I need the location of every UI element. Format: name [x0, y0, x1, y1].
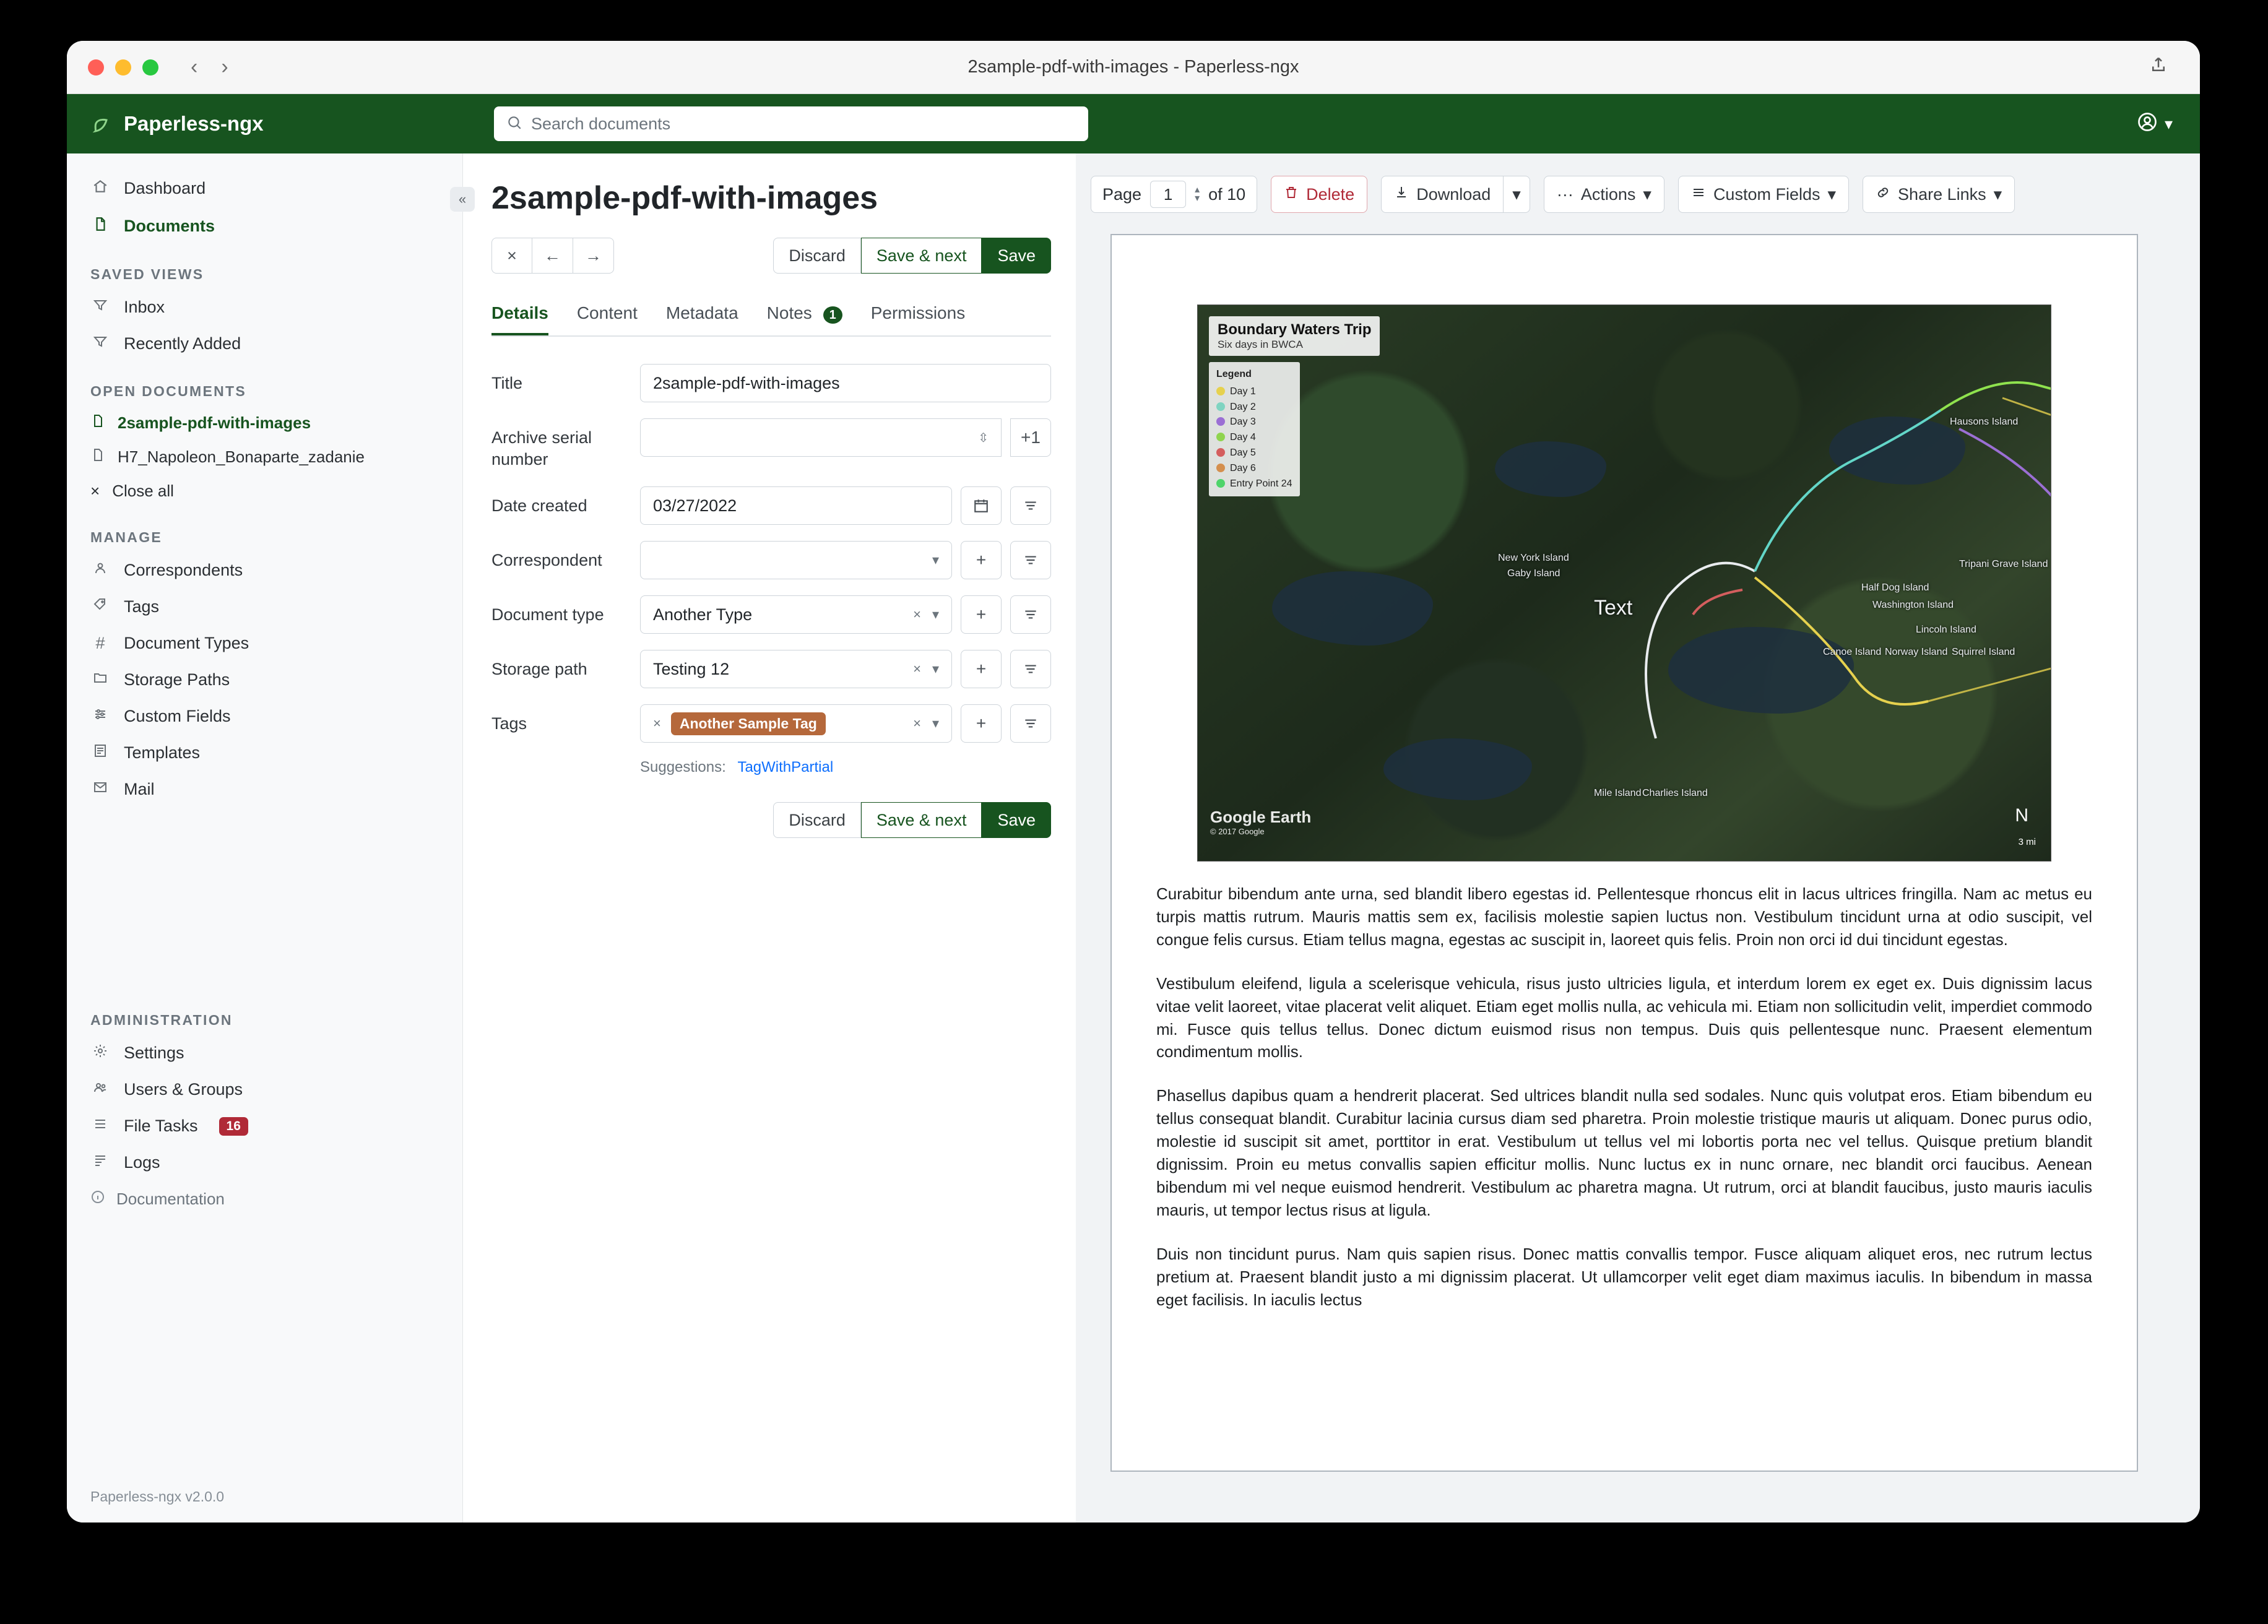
tag-suggestion-link[interactable]: TagWithPartial — [737, 759, 834, 776]
custom-fields-caret: ▾ — [1827, 184, 1837, 204]
app-body — [67, 153, 2200, 1522]
mail-icon — [90, 780, 110, 799]
search-input[interactable] — [494, 106, 1088, 141]
legend-item: Day 3 — [1230, 417, 1256, 428]
map-place-label: Canoe Island — [1823, 647, 1882, 657]
sidebar-item-tags[interactable] — [67, 589, 462, 625]
sidebar-label-users-groups: Users & Groups — [124, 1080, 243, 1099]
share-links-button[interactable] — [1863, 176, 2015, 213]
page-total-label: of 10 — [1208, 184, 1246, 204]
delete-button[interactable] — [1271, 176, 1367, 213]
legend-item: Day 4 — [1230, 432, 1256, 443]
info-icon — [90, 1190, 105, 1209]
field-document-type-label: Document type — [491, 605, 604, 624]
map-place-label: Lincoln Island — [1916, 624, 1976, 635]
map-title-box — [1209, 316, 1380, 356]
logs-icon — [90, 1153, 110, 1172]
calendar-icon[interactable] — [961, 486, 1002, 525]
app-header — [67, 94, 2200, 153]
chevron-down-icon[interactable]: ▾ — [932, 715, 939, 732]
storage-path-filter-icon[interactable] — [1010, 650, 1051, 688]
tab-details[interactable] — [491, 303, 548, 335]
previous-document-button[interactable]: ← — [532, 238, 573, 274]
asn-next-button[interactable]: +1 — [1010, 418, 1051, 457]
user-account-icon — [2136, 111, 2158, 137]
title-input[interactable]: 2sample-pdf-with-images — [640, 364, 1051, 402]
sidebar-collapse-button[interactable]: « — [450, 187, 475, 212]
asn-stepper-icon[interactable]: ⇳ — [978, 431, 989, 445]
sidebar-item-inbox[interactable] — [67, 289, 462, 326]
details-form — [491, 364, 1051, 838]
download-options-caret[interactable]: ▾ — [1504, 176, 1530, 213]
trash-icon — [1284, 185, 1299, 204]
map-place-label: Squirrel Island — [1952, 647, 2015, 657]
sidebar-label-document-types: Document Types — [124, 634, 249, 652]
field-document-type — [491, 595, 1051, 634]
sidebar-section-administration: ADMINISTRATION — [90, 1012, 233, 1028]
page-label: Page — [1102, 184, 1142, 204]
field-asn — [491, 418, 1051, 470]
clear-tags-icon[interactable]: × — [913, 715, 921, 732]
home-icon — [90, 178, 110, 199]
folder-icon — [90, 670, 110, 689]
app-version: Paperless-ngx v2.0.0 — [90, 1488, 225, 1505]
actions-button[interactable] — [1544, 176, 1664, 213]
sidebar-item-logs[interactable] — [67, 1144, 462, 1181]
sidebar-label-documents: Documents — [124, 217, 215, 235]
browser-forward-button[interactable]: › — [221, 55, 228, 79]
sidebar-label-custom-fields: Custom Fields — [124, 707, 231, 725]
map-place-label: Tripani Grave Island — [1959, 559, 2048, 569]
page-spinner-up[interactable]: ▴ — [1195, 184, 1200, 195]
map-attribution — [1210, 808, 1311, 836]
correspondent-filter-icon[interactable] — [1010, 541, 1051, 579]
map-place-label: Washington Island — [1872, 600, 1954, 610]
next-document-button[interactable]: → — [573, 238, 614, 274]
document-paragraph: Duis non tincidunt purus. Nam quis sapien risus. Donec mattis convallis tempor. Fusce aliquam aliquet eros, nec rutrum lectus pretium at. Praesent blandit justo a mi dignissim placerat. Ut ullamcorper velit eget diam maximus iaculis. In bibendum in massa eget facilisis. In iaculis lectus — [1156, 1244, 2092, 1309]
date-filter-icon[interactable] — [1010, 486, 1051, 525]
document-nav-group — [491, 238, 614, 274]
document-type-filter-icon[interactable] — [1010, 595, 1051, 634]
map-place-label: Charlies Island — [1642, 788, 1708, 798]
date-created-input[interactable]: 03/27/2022 — [640, 486, 952, 525]
editor-toolbar — [491, 238, 1051, 274]
chevron-down-icon[interactable]: ▾ — [932, 607, 939, 623]
download-split-button — [1381, 176, 1530, 213]
chevron-down-icon: ▾ — [932, 552, 939, 568]
field-tags-label: Tags — [491, 714, 527, 733]
sidebar-section-open-documents: OPEN DOCUMENTS — [90, 383, 246, 399]
gear-icon — [90, 1043, 110, 1063]
sidebar-label-recently-added: Recently Added — [124, 334, 241, 353]
share-icon[interactable] — [2149, 56, 2168, 79]
sidebar-item-templates[interactable] — [67, 735, 462, 771]
tag-suggestions — [640, 759, 1051, 776]
sidebar-label-logs: Logs — [124, 1153, 160, 1172]
document-preview — [1076, 153, 2200, 1522]
hash-icon: # — [95, 634, 105, 652]
editor-tabs — [491, 303, 1051, 337]
tab-permissions-label: Permissions — [870, 303, 966, 322]
chevron-down-icon[interactable]: ▾ — [932, 661, 939, 677]
sidebar-label-storage-paths: Storage Paths — [124, 670, 230, 689]
add-storage-path-button[interactable]: + — [961, 650, 1002, 688]
documents-icon — [90, 216, 110, 236]
editor-toolbar-bottom — [491, 802, 1051, 838]
download-button-label: Download — [1416, 184, 1491, 204]
sidebar-item-file-tasks[interactable] — [67, 1108, 462, 1144]
tag-suggestions-label: Suggestions: — [640, 759, 726, 776]
file-tasks-badge: 16 — [219, 1117, 248, 1136]
tab-permissions[interactable] — [871, 303, 965, 335]
user-menu-caret: ▾ — [2164, 114, 2173, 133]
sidebar-item-documentation[interactable] — [67, 1181, 462, 1217]
map-title: Boundary Waters Trip — [1218, 321, 1372, 338]
map-attribution-sub: © 2017 Google — [1210, 827, 1265, 836]
sidebar-label-settings: Settings — [124, 1043, 184, 1062]
discard-button-top[interactable]: Discard — [773, 238, 861, 274]
actions-button-label: Actions — [1580, 184, 1636, 204]
legend-item: Entry Point 24 — [1230, 478, 1292, 489]
field-correspondent — [491, 541, 1051, 579]
sidebar-item-documents[interactable] — [67, 207, 462, 245]
field-asn-label: Archive serial number — [491, 428, 592, 469]
field-title — [491, 364, 1051, 402]
map-legend — [1209, 362, 1300, 496]
window-titlebar — [67, 41, 2200, 94]
sidebar-item-recently-added[interactable] — [67, 326, 462, 362]
custom-fields-button-label: Custom Fields — [1713, 184, 1820, 204]
page-selector[interactable] — [1091, 176, 1257, 213]
sidebar-item-settings[interactable] — [67, 1035, 462, 1071]
map-place-label: Half Dog Island — [1861, 582, 1929, 593]
document-image-map — [1197, 304, 2051, 862]
sidebar-close-all[interactable] — [67, 474, 462, 508]
field-storage-path — [491, 650, 1051, 688]
dots-icon: ··· — [1556, 184, 1573, 204]
paperless-logo-icon — [92, 113, 114, 135]
sidebar-label-templates: Templates — [124, 743, 201, 762]
tab-metadata[interactable] — [666, 303, 738, 335]
filter-icon — [90, 298, 110, 317]
window-title: 2sample-pdf-with-images - Paperless-ngx — [967, 57, 1299, 77]
browser-back-button[interactable]: ‹ — [191, 55, 198, 79]
file-icon — [90, 413, 105, 433]
add-document-type-button[interactable]: + — [961, 595, 1002, 634]
clear-document-type-icon[interactable]: × — [913, 607, 921, 623]
template-icon — [90, 743, 110, 762]
tab-content[interactable] — [577, 303, 638, 335]
asn-input[interactable] — [640, 418, 1002, 457]
save-and-next-button-bottom[interactable]: Save & next — [861, 802, 982, 838]
save-button-bottom[interactable]: Save — [982, 802, 1051, 838]
field-tags — [491, 704, 1051, 743]
tags-filter-icon[interactable] — [1010, 704, 1051, 743]
storage-path-select[interactable] — [640, 650, 952, 688]
sidebar-close-all-label: Close all — [112, 482, 174, 500]
search-icon — [506, 114, 522, 134]
tab-details-label: Details — [491, 303, 548, 322]
save-and-next-button-top[interactable]: Save & next — [861, 238, 982, 274]
sidebar-open-doc-2[interactable] — [67, 440, 462, 474]
save-group-bottom — [773, 802, 1051, 838]
sidebar-item-users-groups[interactable] — [67, 1071, 462, 1108]
sidebar-open-doc-2-label: H7_Napoleon_Bonaparte_zadanie — [118, 447, 365, 466]
compass-icon: N — [2015, 805, 2028, 826]
sidebar-open-doc-1[interactable] — [67, 406, 462, 440]
tab-content-label: Content — [576, 303, 638, 322]
sidebar-section-saved-views: SAVED VIEWS — [90, 266, 204, 282]
document-paragraph: Vestibulum eleifend, ligula a scelerisque vehicula, risus justo ultricies ligula, et interdum lorem ex eget ex. Duis dignissim lacus vitae velit laoreet, vitae placerat velit aliquet. Etiam eget mollis nulla, ac vehicula mi. Etiam non sollicitudin velit, imperdiet commodo mi. Fusce quis tellus tellus. Donec dictum euismod risus non tempus. Duis quis pellentesque nunc. Praesent elementum condimentum mollis. — [1156, 974, 2092, 1061]
document-editor — [463, 153, 1076, 1522]
filter-icon — [90, 334, 110, 353]
sidebar-label-file-tasks: File Tasks — [124, 1116, 198, 1135]
custom-fields-button[interactable] — [1678, 176, 1849, 213]
users-icon — [90, 1080, 110, 1099]
brand[interactable] — [92, 112, 264, 136]
sidebar-section-manage: MANAGE — [90, 529, 163, 545]
app-window — [67, 41, 2200, 1522]
field-storage-path-label: Storage path — [491, 660, 587, 679]
map-attribution-text: Google Earth — [1210, 808, 1312, 826]
actions-caret: ▾ — [1643, 184, 1651, 204]
field-date-created-label: Date created — [491, 496, 587, 516]
tab-metadata-label: Metadata — [665, 303, 738, 322]
map-center-text: Text — [1594, 596, 1633, 620]
map-place-label: Hausons Island — [1950, 417, 2019, 427]
share-links-button-label: Share Links — [1898, 184, 1986, 204]
sidebar-item-mail[interactable] — [67, 771, 462, 808]
map-legend-title: Legend — [1216, 369, 1252, 379]
sidebar-label-dashboard: Dashboard — [124, 179, 206, 197]
notes-count-badge: 1 — [823, 306, 842, 324]
field-date-created — [491, 486, 1051, 525]
document-type-select[interactable] — [640, 595, 952, 634]
link-icon — [1876, 185, 1890, 204]
sidebar-label-tags: Tags — [124, 597, 160, 616]
discard-button-bottom[interactable]: Discard — [773, 802, 861, 838]
brand-name: Paperless-ngx — [124, 112, 264, 135]
list-icon — [90, 1116, 110, 1136]
clear-all-tags-icon[interactable]: × — [653, 715, 661, 732]
legend-item: Day 6 — [1230, 462, 1256, 473]
sidebar-item-storage-paths[interactable] — [67, 662, 462, 698]
download-button[interactable] — [1381, 176, 1504, 213]
storage-path-value: Testing 12 — [653, 659, 730, 678]
person-icon — [90, 561, 110, 580]
close-document-button[interactable]: × — [491, 238, 532, 274]
close-icon: × — [90, 482, 100, 500]
download-icon — [1394, 185, 1409, 204]
map-subtitle: Six days in BWCA — [1218, 339, 1303, 350]
tab-notes[interactable] — [767, 303, 842, 335]
add-correspondent-button[interactable]: + — [961, 541, 1002, 579]
legend-item: Day 2 — [1230, 401, 1256, 412]
map-place-label: New York Island — [1498, 553, 1569, 563]
document-paragraph: Curabitur bibendum ante urna, sed blandit libero egestas id. Pellentesque rhoncus elit in lacus ultrices fringilla. Nam ac metus eu turpis mattis rutrum. Mauris mattis sem ex, facilisis molestie sapien luctus non. Vestibulum tincidunt urna at odio suscipit, vel congue felis cursus. Etiam tellus magna, egestas ac suscipit in, laoreet quis felis. Proin non orci id dui tincidunt egestas. — [1156, 884, 2092, 949]
field-correspondent-label: Correspondent — [491, 551, 602, 570]
file-icon — [90, 447, 105, 467]
legend-item: Day 5 — [1230, 447, 1256, 458]
delete-button-label: Delete — [1306, 184, 1355, 204]
sidebar-item-correspondents[interactable] — [67, 552, 462, 589]
tag-chip[interactable]: Another Sample Tag — [671, 712, 826, 735]
page-number-input[interactable]: 1 — [1150, 181, 1186, 208]
pdf-page[interactable] — [1110, 234, 2138, 1472]
preview-toolbar — [1076, 153, 2200, 213]
sidebar-label-correspondents: Correspondents — [124, 561, 243, 579]
map-place-label: Norway Island — [1885, 647, 1948, 657]
save-button-top[interactable]: Save — [982, 238, 1051, 274]
map-scale: 3 mi — [2018, 837, 2036, 847]
sidebar-item-custom-fields[interactable] — [67, 698, 462, 735]
sliders-icon — [1691, 185, 1706, 204]
field-title-label: Title — [491, 374, 523, 392]
document-type-value: Another Type — [653, 605, 753, 624]
clear-storage-path-icon[interactable]: × — [913, 661, 921, 677]
page-spinner-down[interactable]: ▾ — [1195, 193, 1200, 204]
page-title: 2sample-pdf-with-images — [491, 180, 878, 216]
sidebar-label-inbox: Inbox — [124, 298, 165, 316]
document-paragraph: Phasellus dapibus quam a hendrerit placerat. Sed ultrices blandit nulla sed sodales. Nunc quis volutpat eros. Etiam bibendum eu tellus consequat blandit. Curabitur lacinia cursus diam sed pharetra. Proin molestie tristique mauris ut aliquam. Donec purus odio, molestie id suscipit sit amet, porttitor in erat. Vestibulum ut tellus vel mi lobortis porta nec vel tellus. Quisque pretium blandit dignissim. Proin eu metus convallis sapien efficitur mollis. Nunc luctus ex in nunc ornare, nec blandit orci faucibus. Aenean bibendum mi vel neque euismod hendrerit. Vestibulum ac pharetra magna. Ut rutrum, orci at blandit faucibus, justo mauris iaculis mauris, ut tempor lectus risus at ligula. — [1156, 1086, 2092, 1219]
sidebar-label-mail: Mail — [124, 780, 155, 798]
share-links-caret: ▾ — [1993, 184, 2002, 204]
sliders-icon — [90, 707, 110, 726]
save-group-top — [773, 238, 1051, 274]
tags-select[interactable] — [640, 704, 952, 743]
sidebar-item-document-types[interactable] — [67, 625, 462, 662]
map-place-label: Gaby Island — [1507, 568, 1560, 579]
user-menu[interactable] — [2136, 111, 2173, 137]
map-place-label: Mile Island — [1594, 788, 1642, 798]
sidebar — [67, 153, 467, 1522]
sidebar-label-documentation: Documentation — [116, 1190, 225, 1208]
sidebar-open-doc-1-label: 2sample-pdf-with-images — [118, 413, 311, 432]
correspondent-select[interactable] — [640, 541, 952, 579]
sidebar-item-dashboard[interactable] — [67, 170, 462, 207]
add-tag-button[interactable]: + — [961, 704, 1002, 743]
search-placeholder: Search documents — [531, 114, 671, 133]
tag-icon — [90, 597, 110, 616]
legend-item: Day 1 — [1230, 386, 1256, 397]
tab-notes-label: Notes — [766, 303, 812, 322]
